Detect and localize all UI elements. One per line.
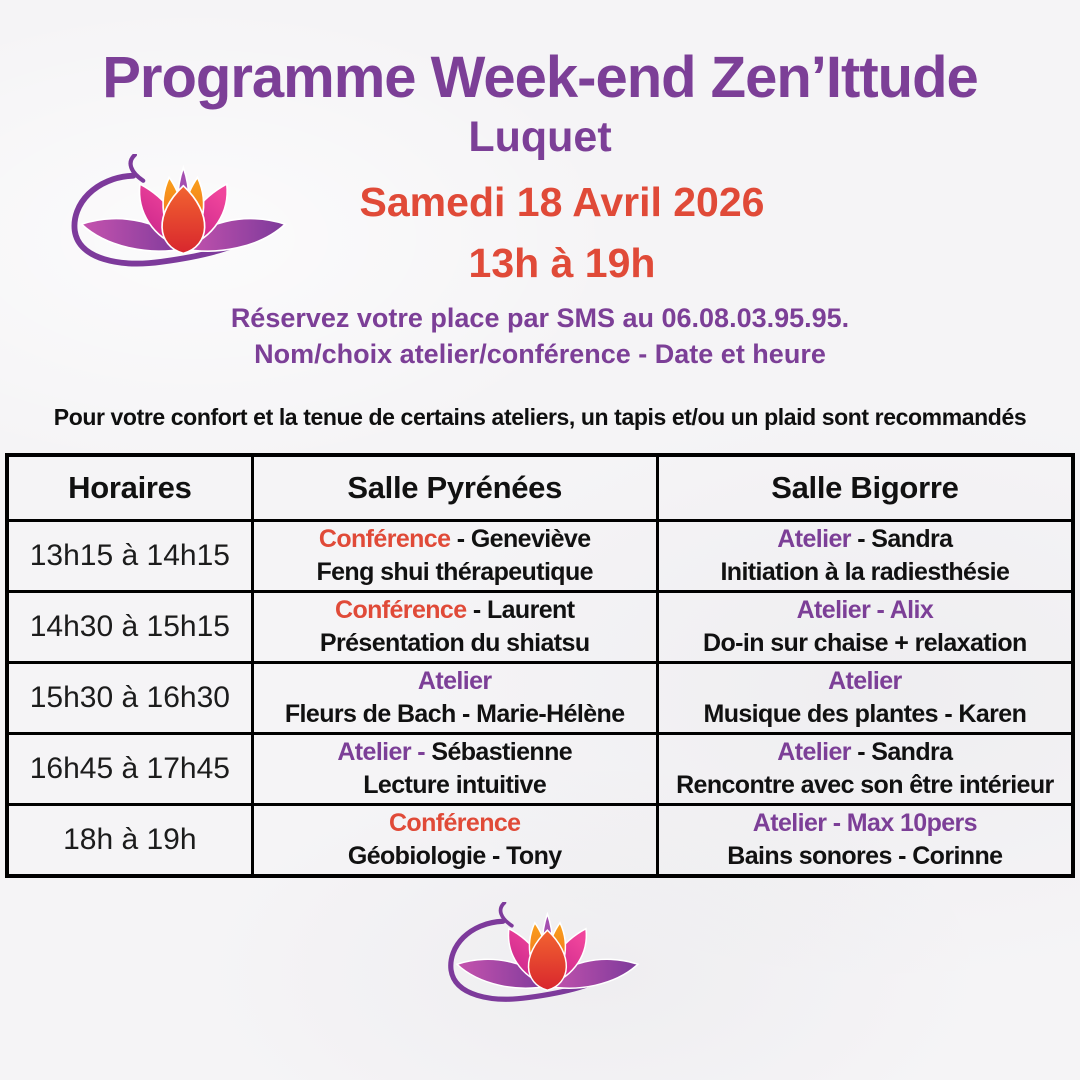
schedule-cell-bigorre — [657, 663, 1073, 734]
event-date: Samedi 18 Avril 2026 — [359, 179, 765, 225]
header-salle-bigorre: Salle Bigorre — [657, 455, 1073, 521]
activity-type-line: Atelier - Sandra — [777, 525, 953, 553]
reservation-instructions — [0, 300, 1080, 372]
page-title: Programme Week-end Zen’Ittude — [102, 45, 978, 110]
table-row — [7, 592, 1073, 663]
table-row — [7, 734, 1073, 805]
table-row — [7, 805, 1073, 877]
activity-type-line: Atelier - Alix — [796, 596, 934, 624]
activity-title-line: Présentation du shiatsu — [319, 629, 590, 657]
activity-title-line: Rencontre avec son être intérieur — [676, 771, 1054, 799]
schedule-cell-bigorre — [657, 734, 1073, 805]
lotus-flower-icon — [46, 154, 304, 296]
activity-type-line: Atelier - Sandra — [777, 738, 953, 766]
activity-title-line: Fleurs de Bach - Marie-Hélène — [284, 700, 625, 728]
table-row — [7, 521, 1073, 592]
schedule-cell-pyrenees — [252, 592, 657, 663]
schedule-table — [5, 453, 1075, 878]
schedule-cell-bigorre — [657, 521, 1073, 592]
activity-title-line: Bains sonores - Corinne — [727, 842, 1003, 870]
activity-title-line: Géobiologie - Tony — [347, 842, 562, 870]
schedule-cell-pyrenees — [252, 805, 657, 877]
schedule-cell-bigorre — [657, 592, 1073, 663]
page-subtitle: Luquet — [468, 113, 612, 161]
time-cell: 13h15 à 14h15 — [7, 521, 252, 592]
time-cell: 15h30 à 16h30 — [7, 663, 252, 734]
event-hours: 13h à 19h — [468, 240, 656, 286]
schedule-cell-pyrenees — [252, 521, 657, 592]
activity-title-line: Initiation à la radiesthésie — [720, 558, 1010, 586]
activity-type-line: Conférence - Laurent — [334, 596, 575, 624]
table-row — [7, 663, 1073, 734]
activity-type-line: Atelier — [417, 667, 492, 695]
schedule-cell-pyrenees — [252, 734, 657, 805]
activity-title-line: Feng shui thérapeutique — [316, 558, 593, 586]
activity-type-line: Atelier — [828, 667, 902, 695]
activity-title-line: Lecture intuitive — [363, 771, 547, 799]
activity-type-line: Conférence — [388, 809, 521, 837]
activity-type-line: Atelier - Max 10pers — [752, 809, 977, 837]
activity-title-line: Musique des plantes - Karen — [703, 700, 1027, 728]
header-salle-pyrenees: Salle Pyrénées — [252, 455, 657, 521]
header-horaires: Horaires — [7, 455, 252, 521]
reservation-line-sms: Réservez votre place par SMS au 06.08.03.95.95. — [230, 303, 850, 333]
activity-type-line: Atelier - Sébastienne — [337, 738, 573, 766]
time-cell: 18h à 19h — [7, 805, 252, 877]
activity-type-line: Conférence - Geneviève — [318, 525, 591, 553]
comfort-notice: Pour votre confort et la tenue de certains ateliers, un tapis et/ou un plaid sont recommandés — [53, 404, 1027, 430]
time-cell: 16h45 à 17h45 — [7, 734, 252, 805]
activity-title-line: Do-in sur chaise + relaxation — [703, 629, 1027, 657]
time-cell: 14h30 à 15h15 — [7, 592, 252, 663]
lotus-flower-icon — [426, 902, 654, 1028]
schedule-cell-pyrenees — [252, 663, 657, 734]
schedule-cell-bigorre — [657, 805, 1073, 877]
reservation-line-format: Nom/choix atelier/conférence - Date et heure — [254, 339, 826, 369]
table-header-row — [7, 455, 1073, 521]
